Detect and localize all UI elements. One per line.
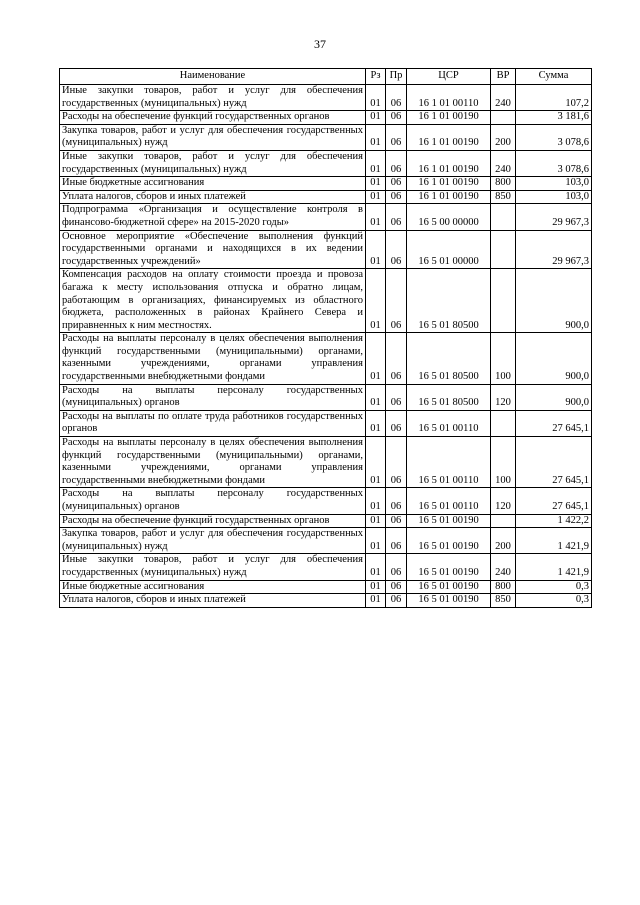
cell-vr: 120 [491,384,516,410]
table-row [60,190,592,204]
cell-name: Расходы на обеспечение функций государственных органов [60,514,366,528]
table-row [60,230,592,269]
cell-csr: 16 5 01 00110 [407,410,491,436]
cell-vr: 200 [491,528,516,554]
cell-sum: 29 967,3 [516,204,592,230]
cell-sum: 900,0 [516,384,592,410]
cell-sum: 27 645,1 [516,410,592,436]
cell-name: Иные закупки товаров, работ и услуг для обеспечения государственных (муниципальных) нужд [60,554,366,580]
cell-rz: 01 [366,554,386,580]
cell-name: Закупка товаров, работ и услуг для обеспечения государственных (муниципальных) нужд [60,528,366,554]
budget-table [59,68,592,608]
table-row [60,514,592,528]
cell-name: Расходы на выплаты персоналу в целях обеспечения выполнения функций государственными (муниципальными) органами, казенными учреждениями, органами управления государственными внебюджетными фондами [60,333,366,384]
cell-pr: 06 [386,594,407,608]
header-csr: ЦСР [407,69,491,85]
cell-rz: 01 [366,594,386,608]
cell-rz: 01 [366,437,386,488]
table-row [60,488,592,514]
cell-name: Расходы на выплаты персоналу государственных (муниципальных) органов [60,384,366,410]
cell-name: Уплата налогов, сборов и иных платежей [60,190,366,204]
header-row [60,69,592,85]
table-row [60,150,592,176]
cell-csr: 16 5 00 00000 [407,204,491,230]
cell-vr: 800 [491,177,516,191]
cell-pr: 06 [386,528,407,554]
cell-name: Закупка товаров, работ и услуг для обеспечения государственных (муниципальных) нужд [60,124,366,150]
table-row [60,554,592,580]
cell-sum: 1 421,9 [516,528,592,554]
cell-rz: 01 [366,230,386,269]
table-row [60,437,592,488]
cell-name: Иные бюджетные ассигнования [60,177,366,191]
cell-pr: 06 [386,150,407,176]
cell-vr: 100 [491,437,516,488]
cell-csr: 16 1 01 00190 [407,190,491,204]
cell-csr: 16 5 01 00190 [407,554,491,580]
cell-rz: 01 [366,111,386,125]
cell-pr: 06 [386,410,407,436]
cell-vr: 800 [491,580,516,594]
cell-vr [491,230,516,269]
cell-csr: 16 1 01 00110 [407,85,491,111]
cell-csr: 16 5 01 00110 [407,488,491,514]
cell-rz: 01 [366,150,386,176]
cell-sum: 900,0 [516,333,592,384]
table-row [60,333,592,384]
table-row [60,384,592,410]
cell-pr: 06 [386,85,407,111]
cell-sum: 900,0 [516,269,592,333]
cell-rz: 01 [366,384,386,410]
cell-csr: 16 5 01 00110 [407,437,491,488]
cell-pr: 06 [386,269,407,333]
cell-sum: 0,3 [516,580,592,594]
cell-sum: 1 421,9 [516,554,592,580]
cell-vr: 240 [491,554,516,580]
table-row [60,269,592,333]
header-sum: Сумма [516,69,592,85]
table-row [60,410,592,436]
cell-sum: 107,2 [516,85,592,111]
table-row [60,528,592,554]
cell-pr: 06 [386,177,407,191]
cell-csr: 16 5 01 80500 [407,384,491,410]
cell-vr: 850 [491,594,516,608]
table-row [60,177,592,191]
cell-pr: 06 [386,230,407,269]
cell-pr: 06 [386,384,407,410]
cell-sum: 0,3 [516,594,592,608]
header-rz: Рз [366,69,386,85]
cell-pr: 06 [386,111,407,125]
cell-pr: 06 [386,554,407,580]
cell-rz: 01 [366,204,386,230]
table-row [60,594,592,608]
cell-rz: 01 [366,514,386,528]
cell-rz: 01 [366,85,386,111]
cell-sum: 103,0 [516,177,592,191]
cell-rz: 01 [366,488,386,514]
page-number: 37 [314,37,326,51]
cell-name: Компенсация расходов на оплату стоимости проезда и провоза багажа к месту использования отпуска и обратно лицам, работающим в организациях, финансируемых из областного бюджета, расположенных в районах Крайнего Севера и приравненных к ним местностях. [60,269,366,333]
cell-sum: 3 181,6 [516,111,592,125]
cell-pr: 06 [386,190,407,204]
cell-name: Иные закупки товаров, работ и услуг для обеспечения государственных (муниципальных) нужд [60,150,366,176]
table-row [60,124,592,150]
cell-pr: 06 [386,124,407,150]
cell-csr: 16 5 01 80500 [407,333,491,384]
table-row [60,85,592,111]
cell-name: Расходы на обеспечение функций государственных органов [60,111,366,125]
cell-csr: 16 5 01 00190 [407,594,491,608]
cell-rz: 01 [366,580,386,594]
cell-vr [491,514,516,528]
cell-sum: 3 078,6 [516,150,592,176]
cell-vr [491,111,516,125]
cell-name: Подпрограмма «Организация и осуществление контроля в финансово-бюджетной сфере» на 2015-2020 годы» [60,204,366,230]
cell-vr: 850 [491,190,516,204]
cell-pr: 06 [386,204,407,230]
cell-name: Расходы на выплаты персоналу государственных (муниципальных) органов [60,488,366,514]
cell-csr: 16 5 01 80500 [407,269,491,333]
header-pr: Пр [386,69,407,85]
cell-vr: 240 [491,150,516,176]
cell-vr [491,269,516,333]
cell-vr: 240 [491,85,516,111]
cell-sum: 27 645,1 [516,488,592,514]
cell-vr: 100 [491,333,516,384]
cell-name: Уплата налогов, сборов и иных платежей [60,594,366,608]
cell-csr: 16 1 01 00190 [407,150,491,176]
cell-pr: 06 [386,514,407,528]
cell-vr: 200 [491,124,516,150]
table-row [60,580,592,594]
cell-rz: 01 [366,177,386,191]
header-vr: ВР [491,69,516,85]
cell-csr: 16 1 01 00190 [407,177,491,191]
cell-csr: 16 5 01 00190 [407,580,491,594]
cell-sum: 1 422,2 [516,514,592,528]
cell-vr [491,410,516,436]
table-row [60,204,592,230]
cell-pr: 06 [386,437,407,488]
cell-csr: 16 1 01 00190 [407,111,491,125]
cell-sum: 103,0 [516,190,592,204]
cell-rz: 01 [366,190,386,204]
cell-vr: 120 [491,488,516,514]
cell-rz: 01 [366,269,386,333]
cell-vr [491,204,516,230]
cell-sum: 3 078,6 [516,124,592,150]
cell-name: Основное мероприятие «Обеспечение выполнения функций государственными органами и находящихся в их ведении государственных учреждений» [60,230,366,269]
cell-name: Расходы на выплаты по оплате труда работников государственных органов [60,410,366,436]
cell-name: Иные закупки товаров, работ и услуг для обеспечения государственных (муниципальных) нужд [60,85,366,111]
cell-rz: 01 [366,333,386,384]
cell-sum: 29 967,3 [516,230,592,269]
cell-name: Иные бюджетные ассигнования [60,580,366,594]
cell-pr: 06 [386,333,407,384]
cell-pr: 06 [386,580,407,594]
cell-rz: 01 [366,528,386,554]
cell-csr: 16 5 01 00000 [407,230,491,269]
cell-rz: 01 [366,124,386,150]
table-row [60,111,592,125]
cell-pr: 06 [386,488,407,514]
cell-name: Расходы на выплаты персоналу в целях обеспечения выполнения функций государственными (муниципальными) органами, казенными учреждениями, органами управления государственными внебюджетными фондами [60,437,366,488]
cell-rz: 01 [366,410,386,436]
cell-sum: 27 645,1 [516,437,592,488]
header-name: Наименование [60,69,366,85]
cell-csr: 16 1 01 00190 [407,124,491,150]
cell-csr: 16 5 01 00190 [407,528,491,554]
cell-csr: 16 5 01 00190 [407,514,491,528]
